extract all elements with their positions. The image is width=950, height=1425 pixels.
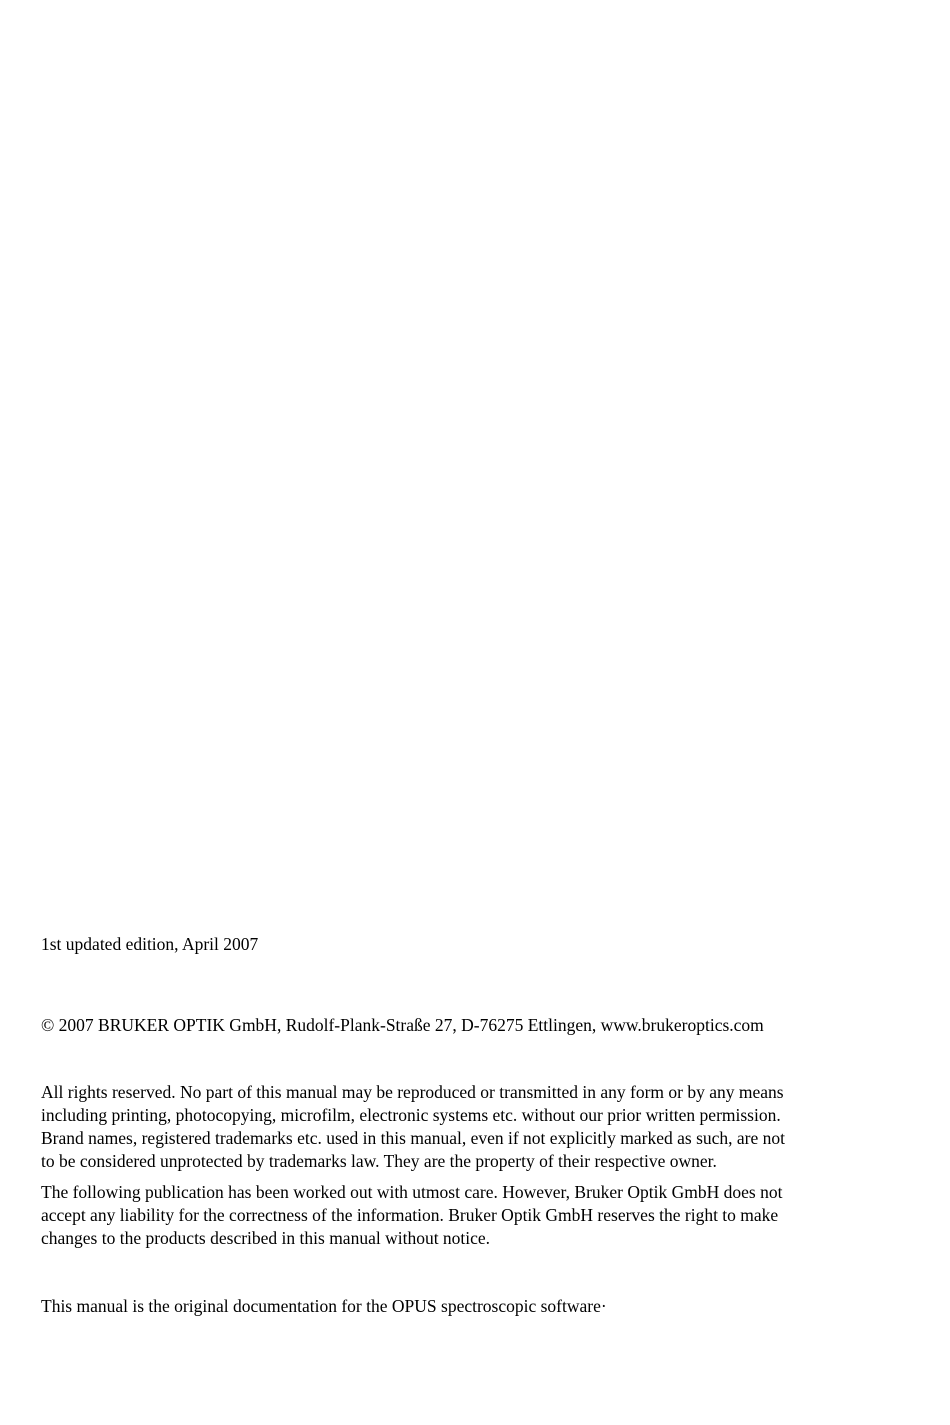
rights-line: All rights reserved. No part of this manual may be reproduced or transmitted in any form or by any means xyxy=(41,1082,784,1102)
rights-reserved-paragraph xyxy=(41,1081,891,1173)
original-documentation-note: This manual is the original documentation for the OPUS spectroscopic software· xyxy=(41,1296,607,1316)
liability-line: changes to the products described in this manual without notice. xyxy=(41,1228,491,1248)
liability-line: The following publication has been worked out with utmost care. However, Bruker Optik GmbH does not xyxy=(41,1182,783,1202)
edition-note: 1st updated edition, April 2007 xyxy=(41,934,259,954)
rights-line: Brand names, registered trademarks etc. used in this manual, even if not explicitly marked as such, are not xyxy=(41,1128,785,1148)
liability-line: accept any liability for the correctness of the information. Bruker Optik GmbH reserves the right to make xyxy=(41,1205,779,1225)
liability-paragraph xyxy=(41,1181,891,1250)
copyright-notice: © 2007 BRUKER OPTIK GmbH, Rudolf-Plank-Straße 27, D-76275 Ettlingen, www.brukeroptics.com xyxy=(41,1015,764,1035)
rights-line: to be considered unprotected by trademarks law. They are the property of their respective owner. xyxy=(41,1151,717,1171)
rights-line: including printing, photocopying, microfilm, electronic systems etc. without our prior written permission. xyxy=(41,1105,781,1125)
